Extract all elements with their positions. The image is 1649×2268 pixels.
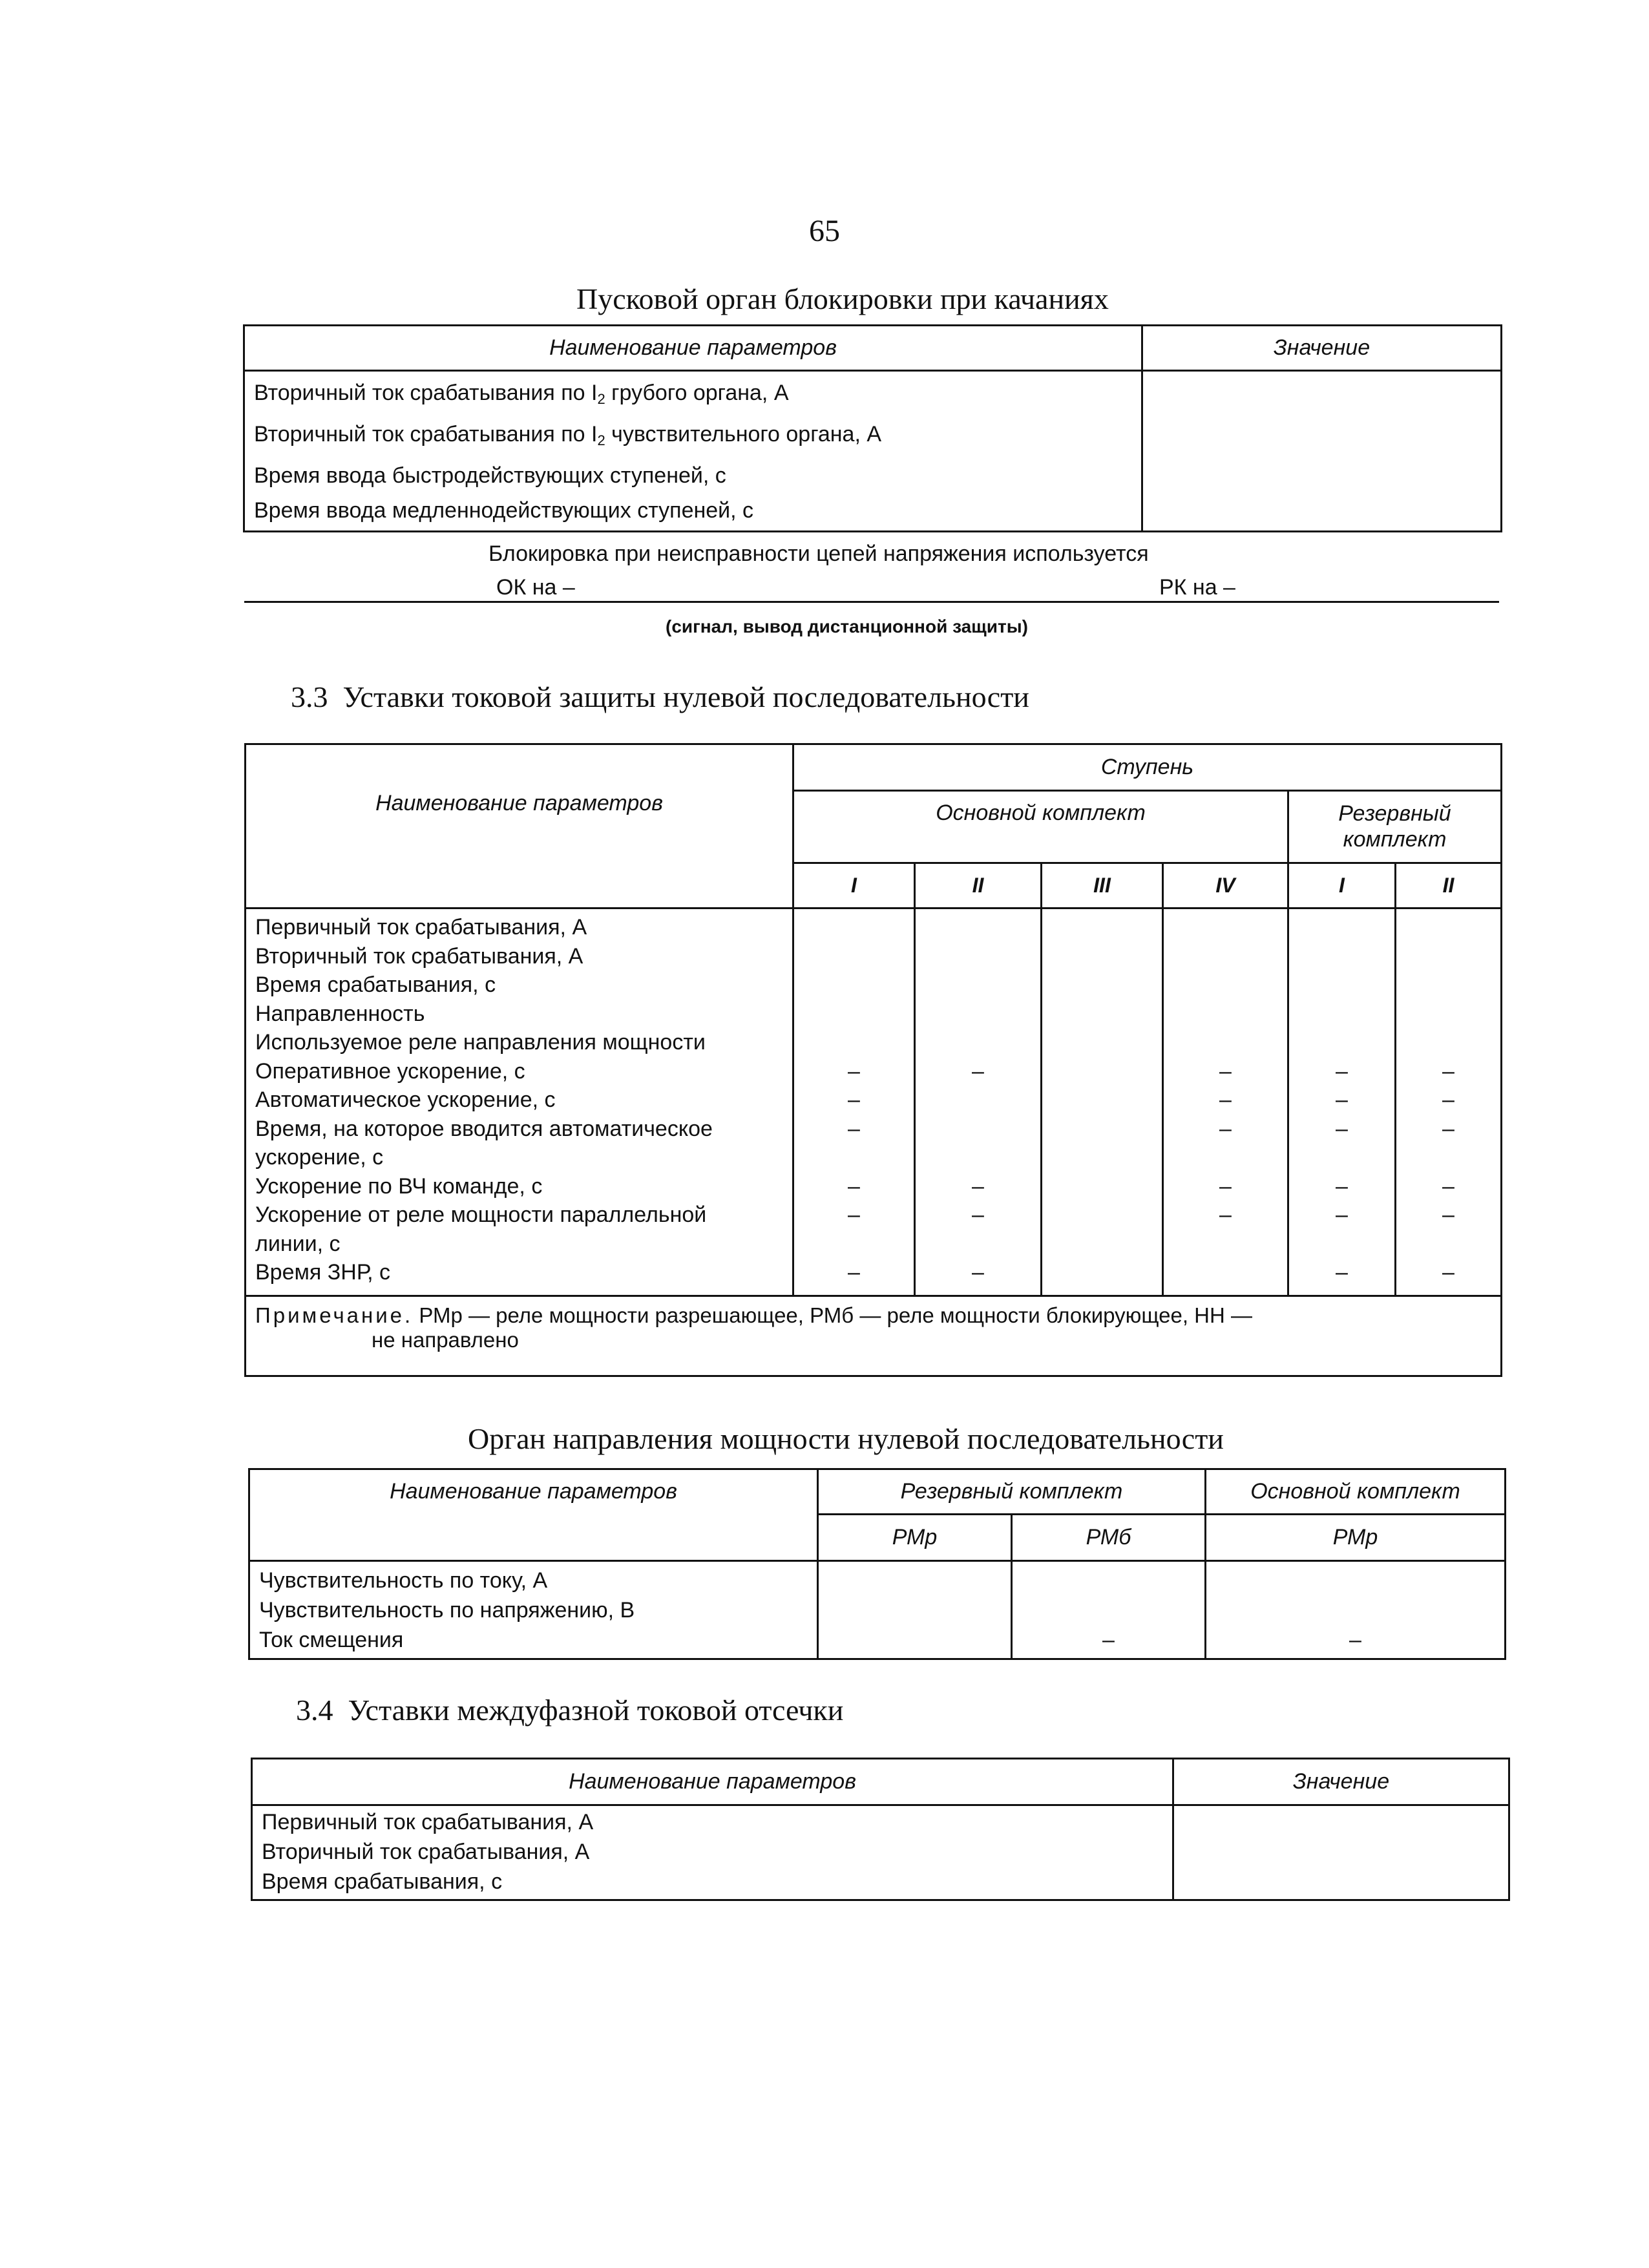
param-header: Наименование параметров [252, 1759, 1173, 1805]
param-row: Вторичный ток срабатывания, А [262, 1840, 590, 1864]
param-row: Вторичный ток срабатывания по $I_2$ грубого органа, А [254, 381, 789, 407]
value-header: Значение [1173, 1759, 1509, 1805]
reserve-col-ii: II [1396, 863, 1502, 908]
param-row: линии, с [255, 1231, 341, 1256]
param-row: Вторичный ток срабатывания, А [255, 943, 583, 969]
stage-col-iii: III [1042, 863, 1163, 908]
power-direction-title: Орган направления мощности нулевой последовательности [468, 1422, 1224, 1455]
value-header: Значение [1142, 326, 1502, 371]
param-header: Наименование параметров [246, 744, 793, 908]
table-note [246, 1296, 1502, 1376]
voltage-blocking-line: Блокировка при неисправности цепей напряжения используется [488, 541, 1149, 566]
param-row: Время ввода медленнодействующих ступеней, с [254, 498, 754, 523]
rk-label: РК на – [1159, 575, 1235, 600]
main-kit-header: Основной комплект [793, 791, 1288, 863]
stage-col-ii: II [915, 863, 1042, 908]
param-row: Время ввода быстродействующих ступеней, с [254, 463, 726, 488]
page-number: 65 [809, 214, 840, 248]
power-direction-table [248, 1468, 1506, 1660]
param-row: Ускорение от реле мощности параллельной [255, 1202, 707, 1227]
param-list [252, 1805, 1173, 1900]
param-list [244, 371, 1142, 532]
param-row: Чувствительность по напряжению, В [259, 1598, 635, 1622]
main-rmr-value: – [1206, 1561, 1506, 1659]
param-row: Оперативное ускорение, с [255, 1058, 525, 1084]
param-row: ускорение, с [255, 1145, 384, 1170]
swing-blocking-table [243, 324, 1502, 532]
section-3-3-title: 3.3 Уставки токовой защиты нулевой последовательности [291, 680, 1029, 713]
stage-iii-values [1042, 908, 1163, 1296]
main-rmr-header: РМр [1206, 1515, 1506, 1561]
param-header: Наименование параметров [249, 1469, 818, 1561]
param-row: Время срабатывания, с [262, 1869, 503, 1894]
value-cell [1142, 371, 1502, 532]
phase-cutoff-table [251, 1758, 1510, 1901]
param-row: Время ЗНР, с [255, 1260, 390, 1285]
param-list [249, 1561, 818, 1659]
param-row: Чувствительность по току, А [259, 1568, 548, 1593]
stage-iv-values: – – – – – [1163, 908, 1288, 1296]
param-row: Первичный ток срабатывания, А [262, 1810, 594, 1834]
param-row: Ток смещения [259, 1628, 404, 1652]
note-text: РМр — реле мощности разрешающее, РМб — реле мощности блокирующее, НН — [413, 1303, 1253, 1327]
reserve-ii-values: – – – – – – [1396, 908, 1502, 1296]
stage-ii-values: – – – – [915, 908, 1042, 1296]
param-row: Время, на которое вводится автоматическое [255, 1116, 713, 1141]
section-3-4-title: 3.4 Уставки междуфазной токовой отсечки [296, 1694, 844, 1727]
reserve-rmr-header: РМр [818, 1515, 1012, 1561]
param-list [246, 908, 793, 1296]
param-row: Используемое реле направления мощности [255, 1030, 706, 1055]
reserve-kit-header: Резервный комплект [1288, 791, 1502, 863]
blocking-underline [244, 601, 1499, 603]
ok-label: ОК на – [496, 575, 575, 600]
param-row: Время срабатывания, с [255, 972, 496, 997]
reserve-rmb-header: РМб [1012, 1515, 1206, 1561]
stage-i-values: – – – – – – [793, 908, 915, 1296]
stage-header: Ступень [793, 744, 1502, 791]
param-header: Наименование параметров [244, 326, 1142, 371]
note-label: Примечание. [255, 1303, 414, 1327]
value-cell [1173, 1805, 1509, 1900]
param-row: Первичный ток срабатывания, А [255, 915, 587, 940]
param-row: Вторичный ток срабатывания по $I_2$ чувствительного органа, А [254, 422, 882, 448]
zero-sequence-table [244, 743, 1502, 1377]
reserve-rmb-value: – [1012, 1561, 1206, 1659]
reserve-kit-header: Резервный комплект [818, 1469, 1206, 1515]
stage-col-i: I [793, 863, 915, 908]
reserve-rmr-value [818, 1561, 1012, 1659]
main-kit-header: Основной комплект [1206, 1469, 1506, 1515]
param-row: Ускорение по ВЧ команде, с [255, 1173, 543, 1199]
swing-blocking-title: Пусковой орган блокировки при качаниях [576, 282, 1109, 315]
stage-col-iv: IV [1163, 863, 1288, 908]
param-row: Автоматическое ускорение, с [255, 1087, 556, 1112]
voltage-blocking-caption: (сигнал, вывод дистанционной защиты) [666, 616, 1028, 636]
reserve-col-i: I [1288, 863, 1396, 908]
param-row: Направленность [255, 1001, 425, 1026]
reserve-i-values: – – – – – – [1288, 908, 1396, 1296]
note-text-continued: не направлено [372, 1328, 519, 1352]
